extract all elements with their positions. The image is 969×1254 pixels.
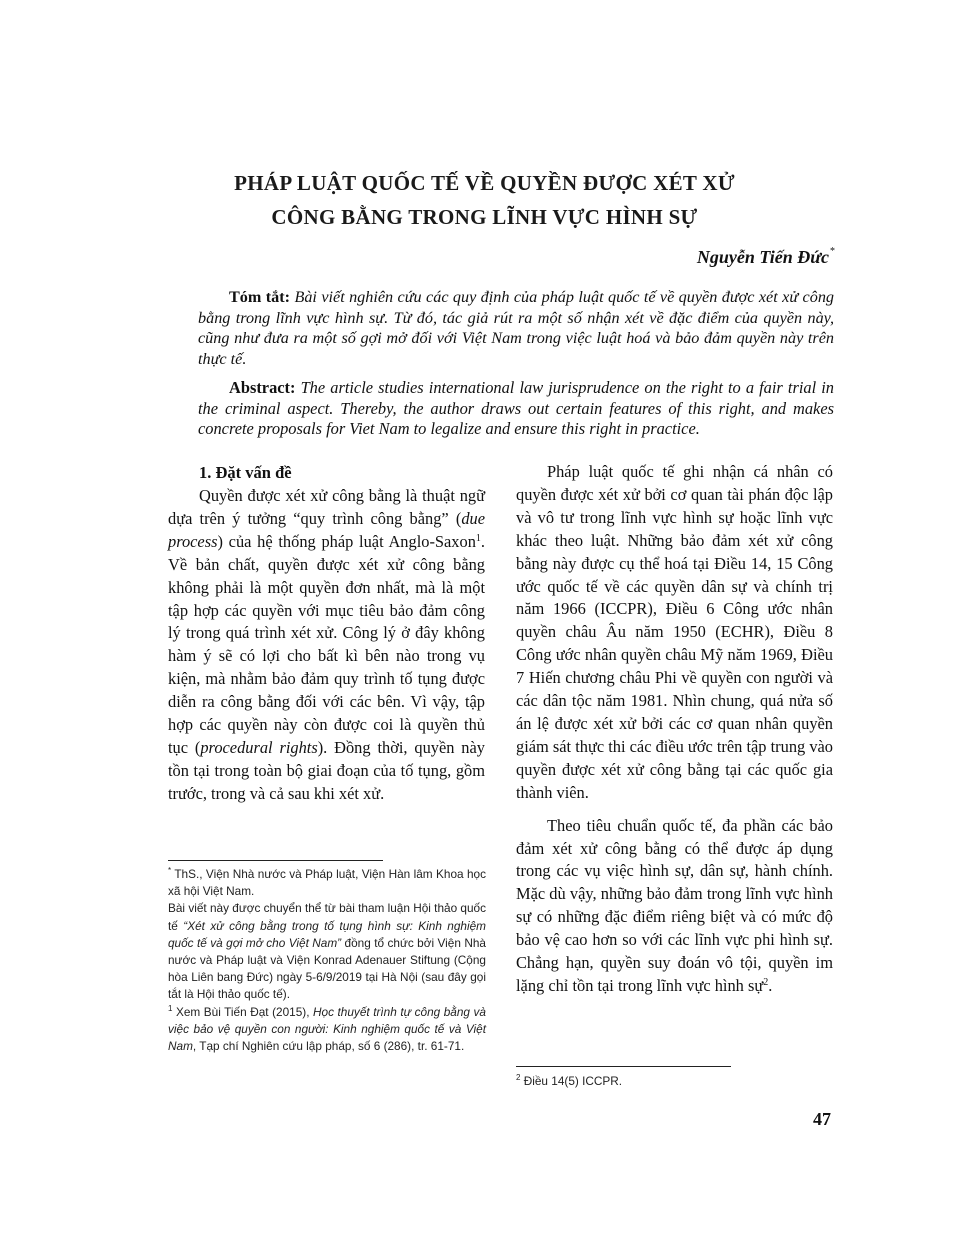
abstract-english	[198, 378, 834, 440]
title-line-2: CÔNG BẰNG TRONG LĨNH VỰC HÌNH SỰ	[271, 205, 698, 229]
fn2-text: Điều 14(5) ICCPR.	[520, 1074, 623, 1088]
paragraph-3	[516, 815, 833, 998]
p1-text-c: . Về bản chất, quyền được xét xử công bằng không phải là một quyền đơn nhất, mà là một tập hợp các quyền với mục tiêu bảo đảm công lý trong quá trình xét xử. Công lý ở đây không hàm ý sẽ có lợi cho bất kì bên nào trong vụ kiện, mà nhằm bảo đảm quy trình tố tụng được diễn ra công bằng đối với các bên. Vì vậy, tập hợp các quyền này còn được coi là quyền thủ tục (	[168, 531, 485, 757]
note-text-a: Bài viết này được chuyển thể từ bài tham luận Hội thảo quốc tế	[168, 901, 486, 933]
fn1-text-a: Xem Bùi Tiến Đạt (2015),	[172, 1004, 314, 1019]
abstract-vi-label: Tóm tắt:	[229, 288, 291, 306]
footnote-ref-2[interactable]: 2	[763, 976, 769, 988]
abstract-en-label: Abstract:	[229, 378, 296, 397]
left-column	[168, 461, 485, 806]
footnote-2	[516, 1073, 834, 1090]
footnote-1	[168, 1004, 486, 1056]
p1-text-a: Quyền được xét xử công bằng là thuật ngữ dựa trên ý tưởng “quy trình công bằng” (	[168, 486, 485, 528]
p3-text-a: Theo tiêu chuẩn quốc tế, đa phần các bảo đảm xét xử công bằng có thể được áp dụng trong các vụ việc hình sự, dân sự, hành chính. Mặc dù vậy, những bảo đảm trong lĩnh vực hình sự có những đặc điểm riêng biệt và có mức độ bảo vệ cao hơn so với các lĩnh vực phi hình sự. Chẳng hạn, quyền suy đoán vô tội, quyền im lặng chỉ tồn tại trong lĩnh vực hình sự	[516, 815, 833, 995]
p3-text-b: .	[768, 975, 773, 995]
p1-text-d: ). Đồng thời, quyền này tồn tại trong toàn bộ giai đoạn của tố tụng, gồm trước, trong và cả sau khi xét xử.	[168, 737, 485, 803]
p1-term-due-process: due process	[168, 508, 485, 551]
paragraph-1	[168, 485, 485, 806]
author-footnote-mark: *	[830, 246, 835, 257]
footnote-source-note	[168, 900, 486, 1003]
p1-term-procedural-rights: procedural rights	[200, 737, 318, 757]
paragraph-2: Pháp luật quốc tế ghi nhận cá nhân có quyền được xét xử bởi cơ quan tài phán độc lập và vô tư trong lĩnh vực hình sự hoặc lĩnh vực khác theo luật. Những bảo đảm xét xử công bằng này được cụ thể hoá tại Điều 14, 15 Công ước quốc tế về các quyền dân sự và chính trị năm 1966 (ICCPR), Điều 6 Công ước nhân quyền châu Âu năm 1950 (ECHR), Điều 8 Công ước nhân quyền châu Mỹ năm 1969, Điều 7 Hiến chương châu Phi về quyền con người và các dân tộc năm 1981. Nhìn chung, quá nửa số án lệ được xét xử bởi các cơ quan nhân quyền giám sát thực thi các điều ước trên tập trung vào quyền được xét xử công bằng tại các quốc gia thành viên.	[516, 462, 833, 802]
author-text: Nguyễn Tiến Đức	[696, 247, 829, 267]
abstract-vietnamese	[198, 287, 834, 369]
title-line-1: PHÁP LUẬT QUỐC TẾ VỀ QUYỀN ĐƯỢC XÉT XỬ	[234, 171, 735, 195]
fn1-book-title: Học thuyết trình tự công bằng và việc bảo vệ quyền con người: Kinh nghiệm quốc tế và Việt Nam	[168, 1004, 486, 1054]
footnote-1-mark: 1	[168, 1003, 173, 1013]
abstract-vi-text: Bài viết nghiên cứu các quy định của pháp luật quốc tế về quyền được xét xử công bằng trong lĩnh vực hình sự. Từ đó, tác giả rút ra một số nhận xét về đặc điểm của quyền này, cũng như đưa ra một số gợi mở đối với Việt Nam trong việc luật hoá và bảo đảm quyền này trên thực tế.	[198, 288, 835, 368]
footnote-divider-right	[516, 1066, 731, 1067]
footnote-divider-left	[168, 860, 383, 861]
footnotes-left	[168, 866, 486, 1055]
footnote-star-text: ThS., Viện Nhà nước và Pháp luật, Viện Hàn lâm Khoa học xã hội Việt Nam.	[168, 867, 486, 899]
abstract-en-text: The article studies international law jurisprudence on the right to a fair trial in the criminal aspect. Thereby, the author draws out certain features of this right, and makes concrete proposals for Viet Nam to legalize and ensure this right in practice.	[198, 378, 834, 438]
page-number: 47	[813, 1109, 831, 1129]
note-text-b: đồng tổ chức bởi Viện Nhà nước và Pháp luật và Viện Konrad Adenauer Stiftung (Cộng hòa Liên bang Đức) ngày 5-6/9/2019 tại Hà Nội (sau đây gọi tắt là Hội thảo quốc tế).	[168, 935, 486, 1002]
right-column	[516, 461, 833, 998]
footnote-star-mark: *	[168, 866, 172, 875]
note-conference-title: “Xét xử công bằng trong tố tụng hình sự: Kinh nghiệm quốc tế và gợi mở cho Việt Nam”	[168, 918, 486, 950]
article-title	[0, 166, 969, 234]
footnote-ref-1[interactable]: 1	[475, 532, 481, 544]
section-heading: 1. Đặt vấn đề	[199, 463, 292, 482]
author-name	[697, 246, 835, 268]
fn1-text-b: , Tạp chí Nghiên cứu lập pháp, số 6 (286), tr. 61-71.	[192, 1039, 465, 1054]
footnote-author	[168, 866, 486, 900]
footnotes-right	[516, 1073, 834, 1090]
p1-text-b: ) của hệ thống pháp luật Anglo-Saxon	[217, 531, 476, 551]
footnote-2-mark: 2	[516, 1073, 521, 1082]
